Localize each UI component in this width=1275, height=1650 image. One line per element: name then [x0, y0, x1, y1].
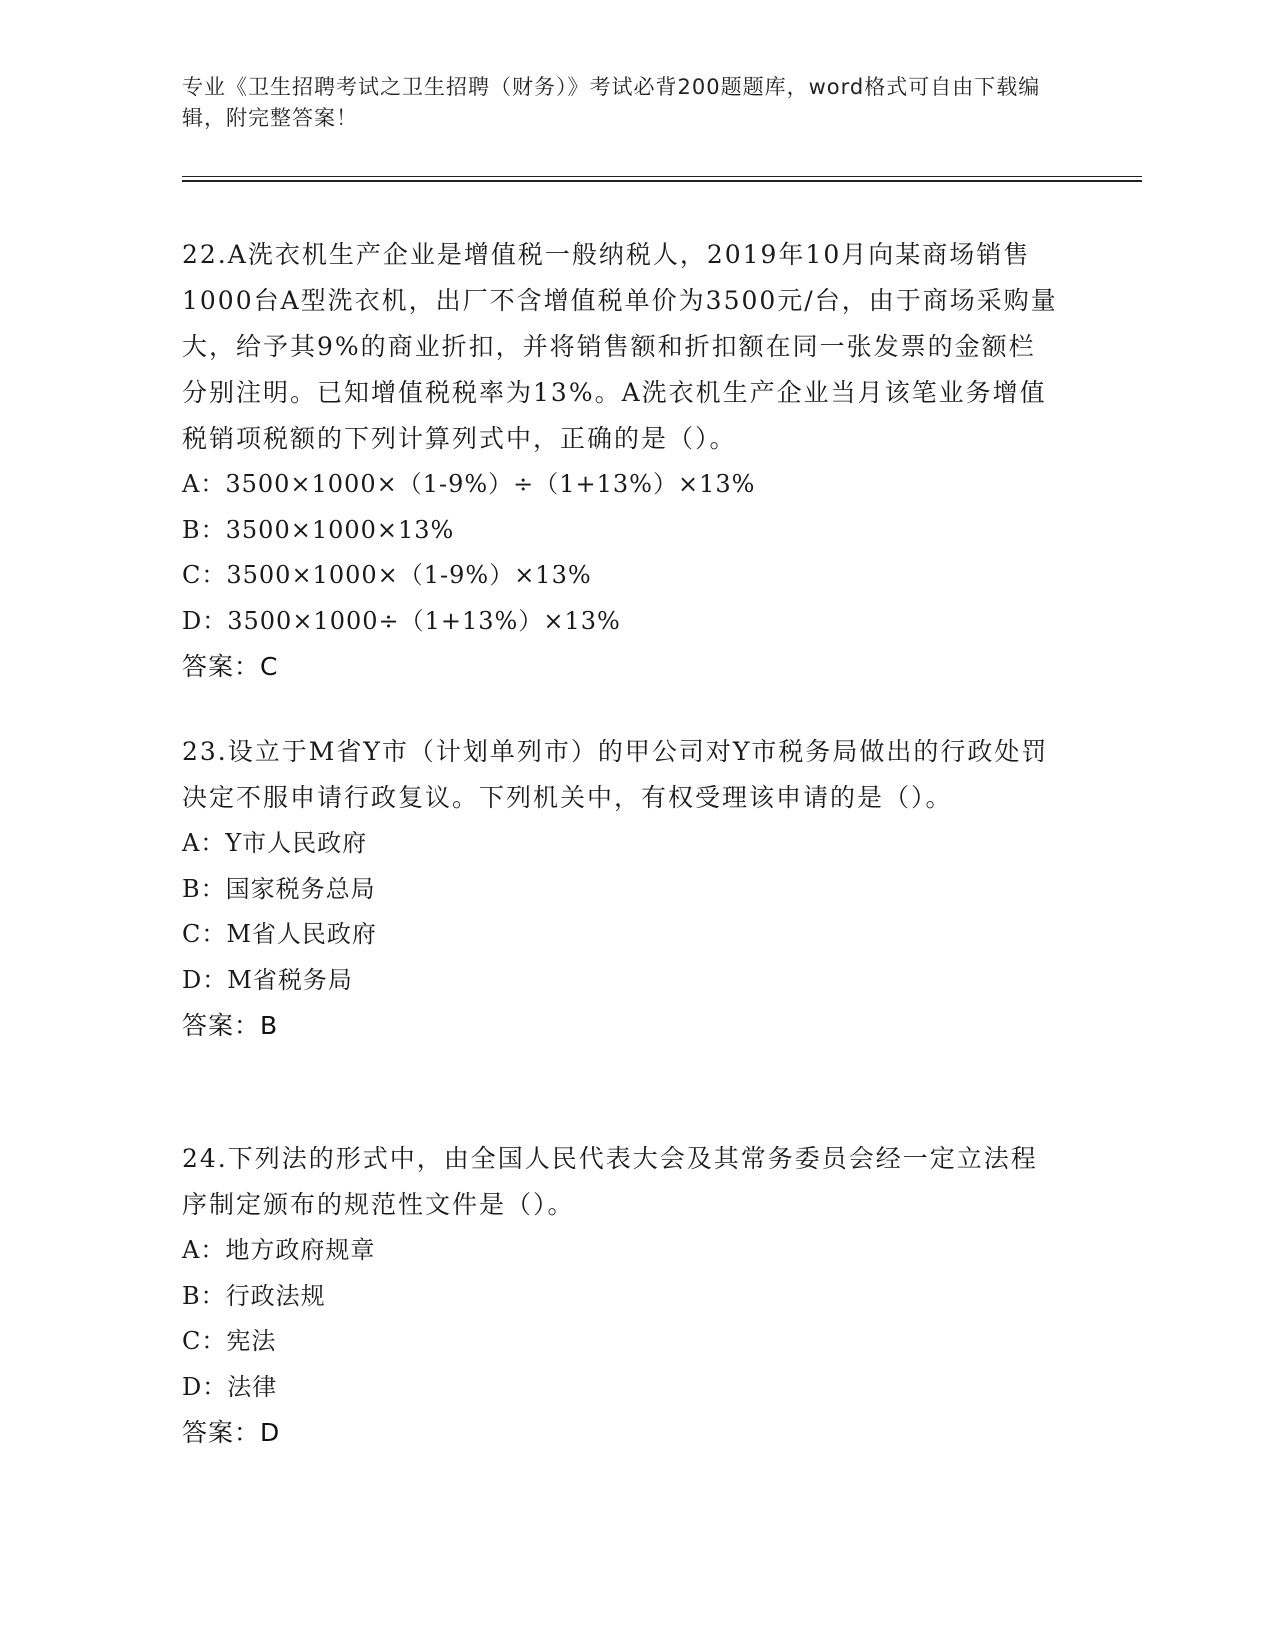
question-24 [182, 1136, 1062, 1456]
document-header: 专业《卫生招聘考试之卫生招聘（财务）》考试必背200题题库，word格式可自由下载编辑，附完整答案！ [182, 75, 1041, 130]
question-stem: 23.设立于M省Y市（计划单列市）的甲公司对Y市税务局做出的行政处罚决定不服申请行政复议。下列机关中，有权受理该申请的是（）。 [182, 737, 1049, 812]
question-23 [182, 729, 1062, 1049]
option-b: B：行政法规 [182, 1281, 326, 1310]
question-stem: 24.下列法的形式中，由全国人民代表大会及其常务委员会经一定立法程序制定颁布的规范性文件是（）。 [182, 1144, 1038, 1219]
question-stem: 22.A洗衣机生产企业是增值税一般纳税人，2019年10月向某商场销售1000台A型洗衣机，出厂不含增值税单价为3500元/台，由于商场采购量大，给予其9%的商业折扣，并将销售额和折扣额在同一张发票的金额栏分别注明。已知增值税税率为13%。A洗衣机生产企业当月该笔业务增值税销项税额的下列计算列式中，正确的是（）。 [182, 240, 1058, 453]
option-c: C：M省人民政府 [182, 920, 377, 948]
option-b: B：国家税务总局 [182, 874, 376, 903]
option-a: A：Y市人民政府 [182, 829, 368, 857]
answer-line: 答案：C [182, 652, 279, 681]
header-rule-thin [182, 176, 1142, 177]
option-b: B：3500×1000×13% [182, 515, 455, 544]
option-a: A：3500×1000×（1-9%）÷（1+13%）×13% [182, 470, 756, 498]
question-22 [182, 232, 1062, 690]
option-list [182, 462, 1062, 644]
header-rule-thick [182, 180, 1142, 182]
option-d: D：法律 [182, 1372, 278, 1401]
answer-line: 答案：B [182, 1011, 279, 1040]
option-list [182, 1228, 1062, 1410]
answer-line: 答案：D [182, 1418, 281, 1447]
option-d: D：3500×1000÷（1+13%）×13% [182, 606, 621, 635]
option-d: D：M省税务局 [182, 965, 353, 994]
option-c: C：宪法 [182, 1327, 277, 1355]
option-c: C：3500×1000×（1-9%）×13% [182, 561, 592, 589]
option-a: A：地方政府规章 [182, 1236, 376, 1264]
option-list [182, 821, 1062, 1003]
